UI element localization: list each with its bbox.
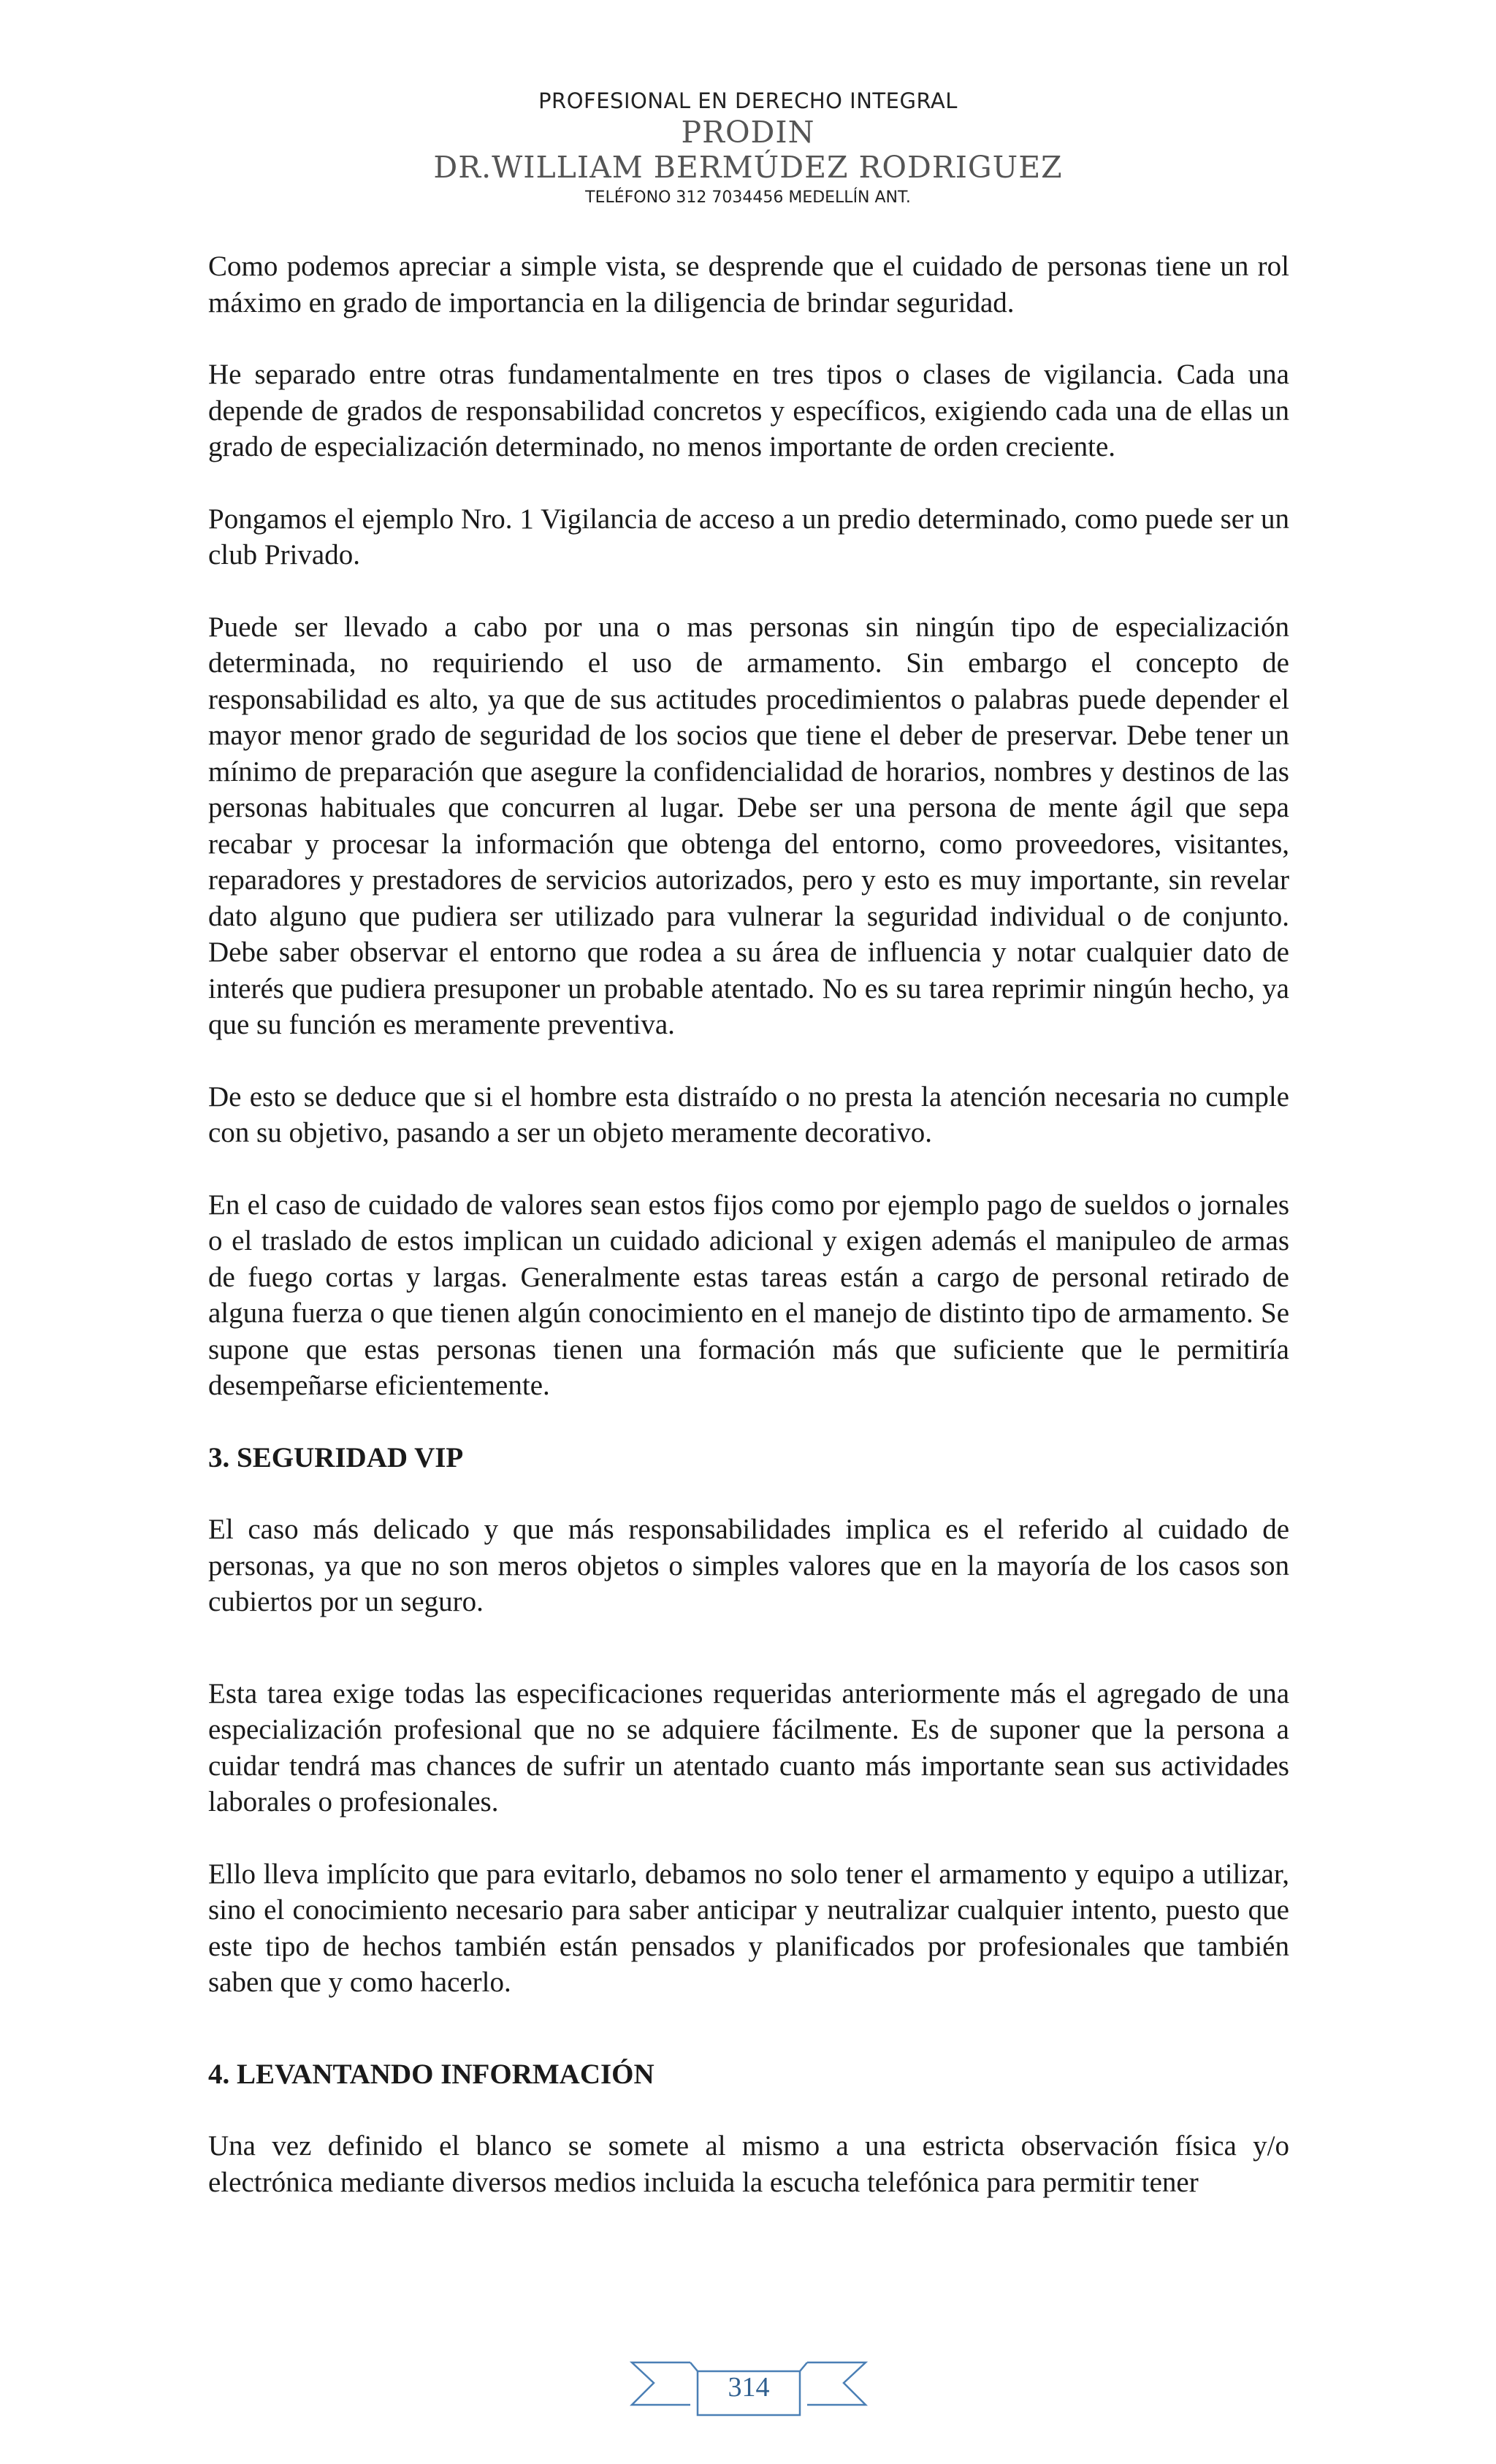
- letterhead-author-name: DR.WILLIAM BERMÚDEZ RODRIGUEZ: [433, 150, 1063, 185]
- paragraph: Ello lleva implícito que para evitarlo, debamos no solo tener el armamento y equipo a utilizar, sino el conocimiento necesario para saber anticipar y neutralizar cualquier intento, puesto que este tipo de hechos también están pensados y planificados por profesionales que también saben que y como hacerlo.: [208, 1858, 1289, 1998]
- paragraph: De esto se deduce que si el hombre esta distraído o no presta la atención necesaria no cumple con su objetivo, pasando a ser un objeto meramente decorativo.: [208, 1080, 1289, 1148]
- letterhead-firm-name: PRODIN: [681, 115, 815, 150]
- paragraph: Esta tarea exige todas las especificaciones requeridas anteriormente más el agregado de una especialización profesional que no se adquiere fácilmente. Es de suponer que la persona a cuidar tendrá mas chances de sufrir un atentado cuanto más importante sean sus actividades laborales o profesionales.: [208, 1677, 1289, 1818]
- document-body: [208, 248, 1289, 2236]
- paragraph: Pongamos el ejemplo Nro. 1 Vigilancia de acceso a un predio determinado, como puede ser un club Privado.: [208, 503, 1289, 571]
- paragraph: Una vez definido el blanco se somete al mismo a una estricta observación física y/o electrónica mediante diversos medios incluida la escucha telefónica para permitir tener: [208, 2130, 1289, 2198]
- letterhead-firm-description: PROFESIONAL EN DERECHO INTEGRAL: [538, 88, 958, 113]
- paragraph: En el caso de cuidado de valores sean estos fijos como por ejemplo pago de sueldos o jornales o el traslado de estos implican un cuidado adicional y exigen además el manipuleo de armas de fuego cortas y largas. Generalmente estas tareas están a cargo de personal retirado de alguna fuerza o que tienen algún conocimiento en el manejo de distinto tipo de armamento. Se supone que estas personas tienen una formación más que suficiente que le permitiría desempeñarse eficientemente.: [208, 1189, 1289, 1401]
- paragraph: He separado entre otras fundamentalmente en tres tipos o clases de vigilancia. Cada una depende de grados de responsabilidad concretos y específicos, exigiendo cada una de ellas un grado de especialización determinado, no menos importante de orden creciente.: [208, 359, 1289, 462]
- letterhead-contact: TELÉFONO 312 7034456 MEDELLÍN ANT.: [585, 188, 911, 207]
- page-number-ribbon: [625, 2345, 873, 2425]
- paragraph: Puede ser llevado a cabo por una o mas personas sin ningún tipo de especialización determinada, no requiriendo el uso de armamento. Sin embargo el concepto de responsabilidad es alto, ya que de sus actitudes procedimientos o palabras puede depender el mayor menor grado de seguridad de los socios que tiene el deber de preservar. Debe tener un mínimo de preparación que asegure la confidencialidad de horarios, nombres y destinos de las personas habituales que concurren al lugar. Debe ser una persona de mente ágil que sepa recabar y procesar la información que obtenga del entorno, como proveedores, visitantes, reparadores y prestadores de servicios autorizados, pero y esto es muy importante, sin revelar dato alguno que pudiera ser utilizado para vulnerar la seguridad individual o de conjunto. Debe saber observar el entorno que rodea a su área de influencia y notar cualquier dato de interés que pudiera presuponer un probable atentado. No es su tarea reprimir ningún hecho, ya que su función es meramente preventiva.: [208, 611, 1289, 1040]
- letterhead: [0, 86, 1496, 210]
- section-heading-seguridad-vip: 3. SEGURIDAD VIP: [208, 1441, 464, 1473]
- page-number: 314: [728, 2372, 770, 2403]
- section-heading-levantando-informacion: 4. LEVANTANDO INFORMACIÓN: [208, 2058, 654, 2090]
- paragraph: Como podemos apreciar a simple vista, se desprende que el cuidado de personas tiene un rol máximo en grado de importancia en la diligencia de brindar seguridad.: [208, 251, 1289, 319]
- paragraph: El caso más delicado y que más responsabilidades implica es el referido al cuidado de personas, ya que no son meros objetos o simples valores que en la mayoría de los casos son cubiertos por un seguro.: [208, 1514, 1289, 1617]
